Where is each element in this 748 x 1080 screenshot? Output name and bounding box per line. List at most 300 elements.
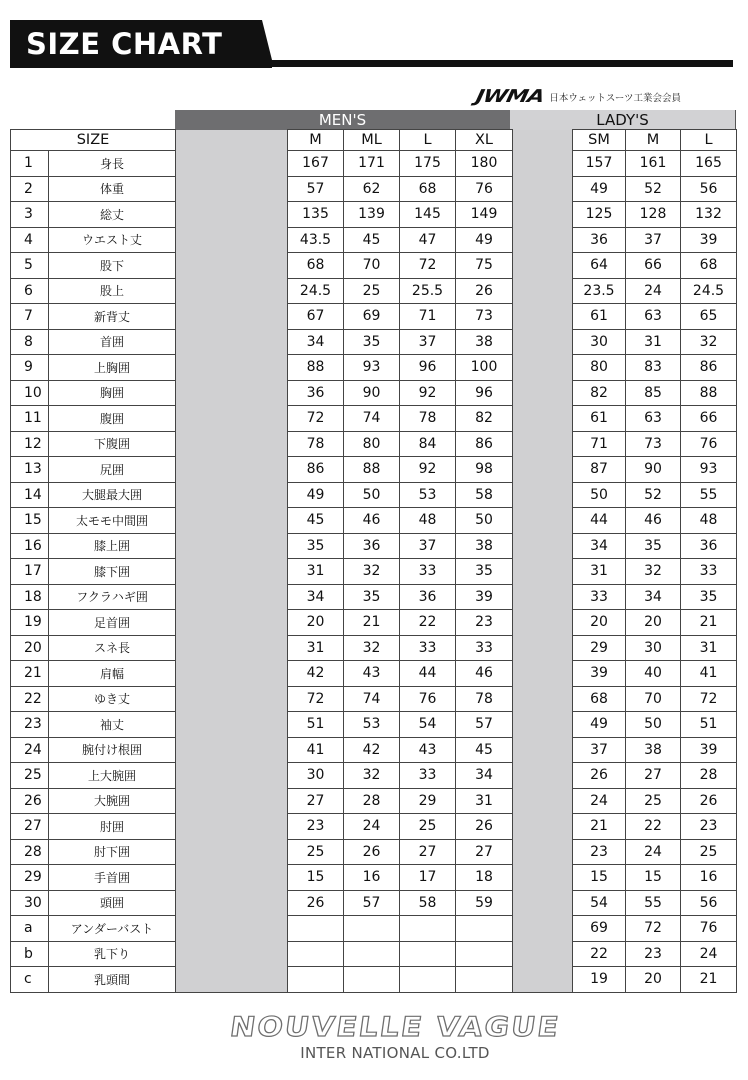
mens-value-cell: 32 <box>344 763 400 789</box>
mens-value-cell <box>288 941 344 967</box>
mens-value-cell: 50 <box>456 508 513 534</box>
lady-value-cell: 24 <box>626 839 681 865</box>
mens-value-cell: 135 <box>288 202 344 228</box>
lady-value-cell: 31 <box>681 635 737 661</box>
col-men-l: L <box>400 130 456 151</box>
lady-spacer-cell <box>513 865 573 891</box>
row-number: 13 <box>11 457 49 483</box>
lady-value-cell: 80 <box>573 355 626 381</box>
lady-value-cell: 61 <box>573 304 626 330</box>
mens-value-cell: 82 <box>456 406 513 432</box>
row-number: 19 <box>11 610 49 636</box>
mens-value-cell: 58 <box>456 482 513 508</box>
mens-value-cell: 27 <box>456 839 513 865</box>
mens-value-cell: 28 <box>344 788 400 814</box>
lady-value-cell: 66 <box>681 406 737 432</box>
mens-value-cell: 92 <box>400 457 456 483</box>
mens-value-cell: 68 <box>288 253 344 279</box>
mens-value-cell: 57 <box>344 890 400 916</box>
mens-value-cell: 38 <box>456 329 513 355</box>
mens-value-cell: 25 <box>344 278 400 304</box>
lady-value-cell: 76 <box>681 916 737 942</box>
lady-value-cell: 38 <box>626 737 681 763</box>
mens-spacer <box>176 130 288 151</box>
mens-value-cell: 30 <box>288 763 344 789</box>
lady-value-cell: 31 <box>626 329 681 355</box>
page-title: SIZE CHART <box>26 27 223 61</box>
mens-value-cell: 21 <box>344 610 400 636</box>
lady-spacer-cell <box>513 329 573 355</box>
mens-spacer-cell <box>176 355 288 381</box>
table-row <box>11 278 737 304</box>
measurement-name: 手首囲 <box>49 865 176 891</box>
measurement-name: 膝上囲 <box>49 533 176 559</box>
mens-value-cell: 36 <box>288 380 344 406</box>
mens-value-cell <box>400 916 456 942</box>
lady-value-cell: 33 <box>681 559 737 585</box>
lady-spacer-cell <box>513 431 573 457</box>
lady-value-cell: 64 <box>573 253 626 279</box>
lady-value-cell: 90 <box>626 457 681 483</box>
lady-value-cell: 157 <box>573 151 626 177</box>
lady-value-cell: 30 <box>626 635 681 661</box>
mens-value-cell: 70 <box>344 253 400 279</box>
mens-value-cell: 149 <box>456 202 513 228</box>
lady-value-cell: 20 <box>626 967 681 993</box>
lady-spacer-cell <box>513 202 573 228</box>
mens-value-cell: 72 <box>288 686 344 712</box>
mens-value-cell: 43 <box>400 737 456 763</box>
col-men-m: M <box>288 130 344 151</box>
lady-value-cell: 46 <box>626 508 681 534</box>
table-row <box>11 559 737 585</box>
mens-spacer-cell <box>176 431 288 457</box>
lady-value-cell: 23 <box>626 941 681 967</box>
mens-value-cell: 33 <box>400 635 456 661</box>
mens-value-cell: 20 <box>288 610 344 636</box>
mens-value-cell: 74 <box>344 686 400 712</box>
table-row <box>11 176 737 202</box>
row-number: 12 <box>11 431 49 457</box>
lady-value-cell: 61 <box>573 406 626 432</box>
size-column-header: SIZE <box>11 130 176 151</box>
measurement-name: 上胸囲 <box>49 355 176 381</box>
measurement-name: 膝下囲 <box>49 559 176 585</box>
lady-spacer-cell <box>513 763 573 789</box>
lady-value-cell: 15 <box>626 865 681 891</box>
mens-value-cell: 35 <box>288 533 344 559</box>
mens-value-cell: 29 <box>400 788 456 814</box>
row-number: 26 <box>11 788 49 814</box>
mens-spacer-cell <box>176 814 288 840</box>
lady-spacer-cell <box>513 406 573 432</box>
mens-value-cell: 26 <box>344 839 400 865</box>
mens-value-cell: 51 <box>288 712 344 738</box>
mens-value-cell: 139 <box>344 202 400 228</box>
mens-value-cell: 50 <box>344 482 400 508</box>
lady-value-cell: 165 <box>681 151 737 177</box>
lady-value-cell: 16 <box>681 865 737 891</box>
mens-value-cell: 36 <box>400 584 456 610</box>
mens-value-cell: 31 <box>456 788 513 814</box>
mens-spacer-cell <box>176 584 288 610</box>
col-men-ml: ML <box>344 130 400 151</box>
col-lady-m: M <box>626 130 681 151</box>
table-row <box>11 686 737 712</box>
lady-value-cell: 39 <box>681 737 737 763</box>
mens-value-cell: 73 <box>456 304 513 330</box>
row-number: 2 <box>11 176 49 202</box>
brand-logo <box>180 1010 610 1046</box>
mens-spacer-cell <box>176 890 288 916</box>
lady-value-cell: 50 <box>626 712 681 738</box>
row-number: 24 <box>11 737 49 763</box>
mens-value-cell: 72 <box>400 253 456 279</box>
table-row <box>11 482 737 508</box>
mens-value-cell: 16 <box>344 865 400 891</box>
mens-spacer-cell <box>176 278 288 304</box>
col-lady-sm: SM <box>573 130 626 151</box>
lady-value-cell: 32 <box>681 329 737 355</box>
row-number: 5 <box>11 253 49 279</box>
lady-spacer-cell <box>513 661 573 687</box>
lady-value-cell: 31 <box>573 559 626 585</box>
measurement-name: 大腕囲 <box>49 788 176 814</box>
measurement-name: 大腿最大囲 <box>49 482 176 508</box>
lady-value-cell: 76 <box>681 431 737 457</box>
measurement-name: 尻囲 <box>49 457 176 483</box>
mens-value-cell: 78 <box>400 406 456 432</box>
lady-spacer-cell <box>513 457 573 483</box>
mens-value-cell <box>400 967 456 993</box>
measurement-name: 体重 <box>49 176 176 202</box>
mens-spacer-cell <box>176 788 288 814</box>
lady-value-cell: 55 <box>626 890 681 916</box>
association-label: 日本ウェットスーツ工業会会員 <box>549 93 682 104</box>
row-number: b <box>11 941 49 967</box>
row-number: 15 <box>11 508 49 534</box>
lady-value-cell: 132 <box>681 202 737 228</box>
lady-value-cell: 63 <box>626 406 681 432</box>
mens-value-cell: 27 <box>400 839 456 865</box>
lady-value-cell: 37 <box>626 227 681 253</box>
table-row <box>11 457 737 483</box>
lady-value-cell: 24 <box>626 278 681 304</box>
row-number: 7 <box>11 304 49 330</box>
mens-value-cell: 53 <box>400 482 456 508</box>
measurement-name: 股上 <box>49 278 176 304</box>
lady-value-cell: 34 <box>626 584 681 610</box>
lady-spacer <box>513 130 573 151</box>
mens-spacer-cell <box>176 406 288 432</box>
measurement-name: 胸囲 <box>49 380 176 406</box>
row-number: 18 <box>11 584 49 610</box>
mens-value-cell: 32 <box>344 635 400 661</box>
mens-value-cell: 98 <box>456 457 513 483</box>
mens-value-cell: 33 <box>400 559 456 585</box>
brand-name: NOUVELLE VAGUE <box>227 1011 563 1044</box>
mens-value-cell: 33 <box>400 763 456 789</box>
row-number: 17 <box>11 559 49 585</box>
lady-value-cell: 85 <box>626 380 681 406</box>
lady-value-cell: 72 <box>626 916 681 942</box>
mens-spacer-cell <box>176 559 288 585</box>
mens-value-cell: 53 <box>344 712 400 738</box>
mens-value-cell: 67 <box>288 304 344 330</box>
table-row <box>11 763 737 789</box>
lady-value-cell: 125 <box>573 202 626 228</box>
mens-value-cell: 47 <box>400 227 456 253</box>
mens-value-cell: 23 <box>288 814 344 840</box>
mens-value-cell: 100 <box>456 355 513 381</box>
row-number: a <box>11 916 49 942</box>
row-number: 23 <box>11 712 49 738</box>
mens-value-cell: 41 <box>288 737 344 763</box>
mens-value-cell: 96 <box>456 380 513 406</box>
lady-spacer-cell <box>513 610 573 636</box>
mens-value-cell: 31 <box>288 559 344 585</box>
lady-value-cell: 40 <box>626 661 681 687</box>
measurement-name: 乳頭間 <box>49 967 176 993</box>
mens-value-cell: 34 <box>456 763 513 789</box>
mens-value-cell: 92 <box>400 380 456 406</box>
mens-value-cell: 145 <box>400 202 456 228</box>
lady-value-cell: 68 <box>573 686 626 712</box>
lady-value-cell: 22 <box>573 941 626 967</box>
mens-value-cell: 34 <box>288 584 344 610</box>
lady-spacer-cell <box>513 686 573 712</box>
row-number: 28 <box>11 839 49 865</box>
lady-spacer-cell <box>513 278 573 304</box>
mens-spacer-cell <box>176 865 288 891</box>
mens-value-cell: 33 <box>456 635 513 661</box>
mens-value-cell: 45 <box>344 227 400 253</box>
lady-value-cell: 36 <box>573 227 626 253</box>
mens-spacer-cell <box>176 329 288 355</box>
lady-value-cell: 83 <box>626 355 681 381</box>
lady-value-cell: 23 <box>681 814 737 840</box>
lady-spacer-cell <box>513 890 573 916</box>
lady-value-cell: 63 <box>626 304 681 330</box>
mens-spacer-cell <box>176 916 288 942</box>
mens-value-cell <box>400 941 456 967</box>
mens-spacer-cell <box>176 737 288 763</box>
association-mark <box>473 86 682 108</box>
mens-value-cell: 27 <box>288 788 344 814</box>
mens-value-cell: 175 <box>400 151 456 177</box>
lady-spacer-cell <box>513 304 573 330</box>
table-row <box>11 661 737 687</box>
mens-value-cell: 49 <box>456 227 513 253</box>
mens-value-cell: 25.5 <box>400 278 456 304</box>
mens-value-cell: 46 <box>456 661 513 687</box>
lady-spacer-cell <box>513 380 573 406</box>
mens-value-cell: 57 <box>288 176 344 202</box>
mens-value-cell <box>456 967 513 993</box>
measurement-name: 袖丈 <box>49 712 176 738</box>
lady-value-cell: 56 <box>681 890 737 916</box>
title-underline <box>262 60 733 67</box>
mens-value-cell: 62 <box>344 176 400 202</box>
mens-value-cell: 71 <box>400 304 456 330</box>
mens-value-cell: 96 <box>400 355 456 381</box>
mens-spacer-cell <box>176 508 288 534</box>
mens-value-cell: 90 <box>344 380 400 406</box>
company-name: INTER NATIONAL CO.LTD <box>300 1044 490 1062</box>
lady-spacer-cell <box>513 839 573 865</box>
mens-value-cell: 76 <box>456 176 513 202</box>
table-row <box>11 839 737 865</box>
measurement-name: 足首囲 <box>49 610 176 636</box>
col-lady-l: L <box>681 130 737 151</box>
lady-value-cell: 93 <box>681 457 737 483</box>
lady-spacer-cell <box>513 788 573 814</box>
mens-value-cell: 17 <box>400 865 456 891</box>
mens-value-cell: 22 <box>400 610 456 636</box>
lady-value-cell: 52 <box>626 482 681 508</box>
lady-value-cell: 36 <box>681 533 737 559</box>
lady-value-cell: 87 <box>573 457 626 483</box>
mens-value-cell: 25 <box>400 814 456 840</box>
column-header-row <box>11 130 737 151</box>
lady-spacer-cell <box>513 559 573 585</box>
mens-value-cell <box>456 941 513 967</box>
mens-value-cell: 68 <box>400 176 456 202</box>
lady-value-cell: 24 <box>573 788 626 814</box>
lady-value-cell: 73 <box>626 431 681 457</box>
measurement-name: 腹囲 <box>49 406 176 432</box>
mens-value-cell: 43.5 <box>288 227 344 253</box>
mens-value-cell: 38 <box>456 533 513 559</box>
lady-spacer-cell <box>513 227 573 253</box>
row-number: 25 <box>11 763 49 789</box>
mens-value-cell: 93 <box>344 355 400 381</box>
lady-spacer-cell <box>513 635 573 661</box>
table-row <box>11 355 737 381</box>
row-number: 4 <box>11 227 49 253</box>
measurement-name: アンダーバスト <box>49 916 176 942</box>
row-number: 8 <box>11 329 49 355</box>
lady-value-cell: 69 <box>573 916 626 942</box>
mens-spacer-cell <box>176 967 288 993</box>
size-chart-table <box>10 129 737 993</box>
mens-value-cell: 75 <box>456 253 513 279</box>
mens-spacer-cell <box>176 253 288 279</box>
lady-value-cell: 35 <box>681 584 737 610</box>
mens-spacer-cell <box>176 176 288 202</box>
measurement-name: 総丈 <box>49 202 176 228</box>
measurement-name: 身長 <box>49 151 176 177</box>
measurement-name: 上大腕囲 <box>49 763 176 789</box>
lady-value-cell: 48 <box>681 508 737 534</box>
lady-value-cell: 25 <box>626 788 681 814</box>
mens-value-cell: 88 <box>344 457 400 483</box>
mens-value-cell: 24 <box>344 814 400 840</box>
lady-value-cell: 20 <box>626 610 681 636</box>
mens-value-cell: 54 <box>400 712 456 738</box>
row-number: 1 <box>11 151 49 177</box>
lady-value-cell: 21 <box>681 610 737 636</box>
lady-value-cell: 44 <box>573 508 626 534</box>
mens-value-cell: 44 <box>400 661 456 687</box>
lady-spacer-cell <box>513 737 573 763</box>
lady-value-cell: 19 <box>573 967 626 993</box>
lady-spacer-cell <box>513 253 573 279</box>
lady-spacer-cell <box>513 712 573 738</box>
lady-value-cell: 30 <box>573 329 626 355</box>
row-number: 20 <box>11 635 49 661</box>
mens-spacer-cell <box>176 482 288 508</box>
row-number: 9 <box>11 355 49 381</box>
lady-spacer-cell <box>513 176 573 202</box>
table-row <box>11 635 737 661</box>
table-row <box>11 508 737 534</box>
lady-value-cell: 50 <box>573 482 626 508</box>
row-number: 30 <box>11 890 49 916</box>
mens-value-cell: 45 <box>456 737 513 763</box>
lady-value-cell: 25 <box>681 839 737 865</box>
lady-spacer-cell <box>513 941 573 967</box>
mens-value-cell: 49 <box>288 482 344 508</box>
table-row <box>11 304 737 330</box>
row-number: 27 <box>11 814 49 840</box>
lady-value-cell: 28 <box>681 763 737 789</box>
lady-value-cell: 86 <box>681 355 737 381</box>
lady-value-cell: 23.5 <box>573 278 626 304</box>
table-row <box>11 431 737 457</box>
table-row <box>11 253 737 279</box>
mens-value-cell: 48 <box>400 508 456 534</box>
mens-value-cell: 35 <box>344 329 400 355</box>
lady-value-cell: 68 <box>681 253 737 279</box>
table-row <box>11 967 737 993</box>
table-row <box>11 737 737 763</box>
lady-value-cell: 35 <box>626 533 681 559</box>
measurement-name: フクラハギ囲 <box>49 584 176 610</box>
lady-spacer-cell <box>513 533 573 559</box>
row-number: 14 <box>11 482 49 508</box>
mens-value-cell: 69 <box>344 304 400 330</box>
lady-value-cell: 72 <box>681 686 737 712</box>
mens-value-cell: 46 <box>344 508 400 534</box>
lady-value-cell: 15 <box>573 865 626 891</box>
mens-value-cell <box>288 967 344 993</box>
row-number: 29 <box>11 865 49 891</box>
mens-spacer-cell <box>176 661 288 687</box>
table-row <box>11 227 737 253</box>
mens-value-cell: 78 <box>456 686 513 712</box>
mens-spacer-cell <box>176 763 288 789</box>
table-row <box>11 533 737 559</box>
lady-value-cell: 29 <box>573 635 626 661</box>
lady-value-cell: 49 <box>573 712 626 738</box>
lady-value-cell: 34 <box>573 533 626 559</box>
lady-value-cell: 22 <box>626 814 681 840</box>
measurement-name: 肘下囲 <box>49 839 176 865</box>
table-row <box>11 380 737 406</box>
lady-value-cell: 70 <box>626 686 681 712</box>
mens-value-cell: 26 <box>456 278 513 304</box>
mens-value-cell: 78 <box>288 431 344 457</box>
mens-value-cell: 15 <box>288 865 344 891</box>
mens-spacer-cell <box>176 457 288 483</box>
lady-spacer-cell <box>513 482 573 508</box>
lady-value-cell: 20 <box>573 610 626 636</box>
mens-value-cell: 171 <box>344 151 400 177</box>
lady-value-cell: 49 <box>573 176 626 202</box>
mens-value-cell: 25 <box>288 839 344 865</box>
lady-value-cell: 32 <box>626 559 681 585</box>
